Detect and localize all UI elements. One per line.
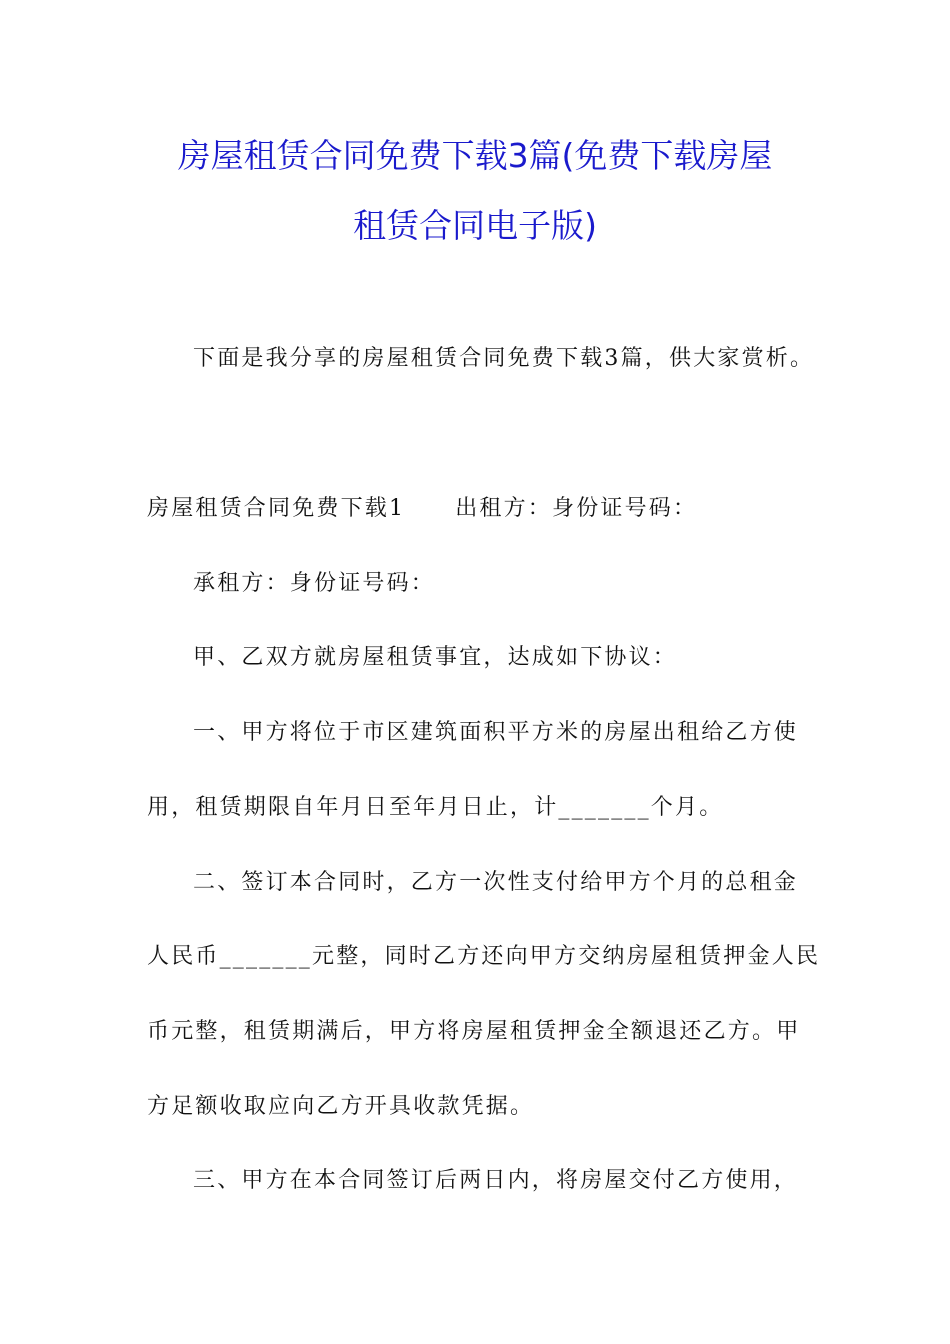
intro-paragraph: 下面是我分享的房屋租赁合同免费下载3篇，供大家赏析。 — [193, 346, 815, 371]
section-1-heading: 房屋租赁合同免费下载1 — [147, 496, 406, 521]
document-title-line-2: 租赁合同电子版) — [353, 206, 597, 245]
clause-3-line-1: 三、甲方在本合同签订后两日内，将房屋交付乙方使用， — [193, 1168, 799, 1193]
clause-2-line-4: 方足额收取应向乙方开具收款凭据。 — [147, 1094, 535, 1119]
clause-2-line-3: 币元整，租赁期满后，甲方将房屋租赁押金全额退还乙方。甲 — [147, 1019, 801, 1044]
clause-1-line-2: 用，租赁期限自年月日至年月日止，计_______个月。 — [147, 795, 724, 820]
section-1-line — [147, 494, 807, 524]
clause-1-line-1: 一、甲方将位于市区建筑面积平方米的房屋出租给乙方使 — [193, 720, 799, 745]
agreement-statement: 甲、乙双方就房屋租赁事宜，达成如下协议： — [193, 645, 678, 670]
document-title-line-1: 房屋租赁合同免费下载3篇(免费下载房屋 — [177, 136, 773, 175]
lessor-field: 出租方：身份证号码： — [455, 496, 698, 521]
clause-2-line-2: 人民币_______元整，同时乙方还向甲方交纳房屋租赁押金人民 — [147, 944, 821, 969]
lessee-field: 承租方：身份证号码： — [193, 571, 436, 596]
clause-2-line-1: 二、签订本合同时，乙方一次性支付给甲方个月的总租金 — [193, 870, 799, 895]
